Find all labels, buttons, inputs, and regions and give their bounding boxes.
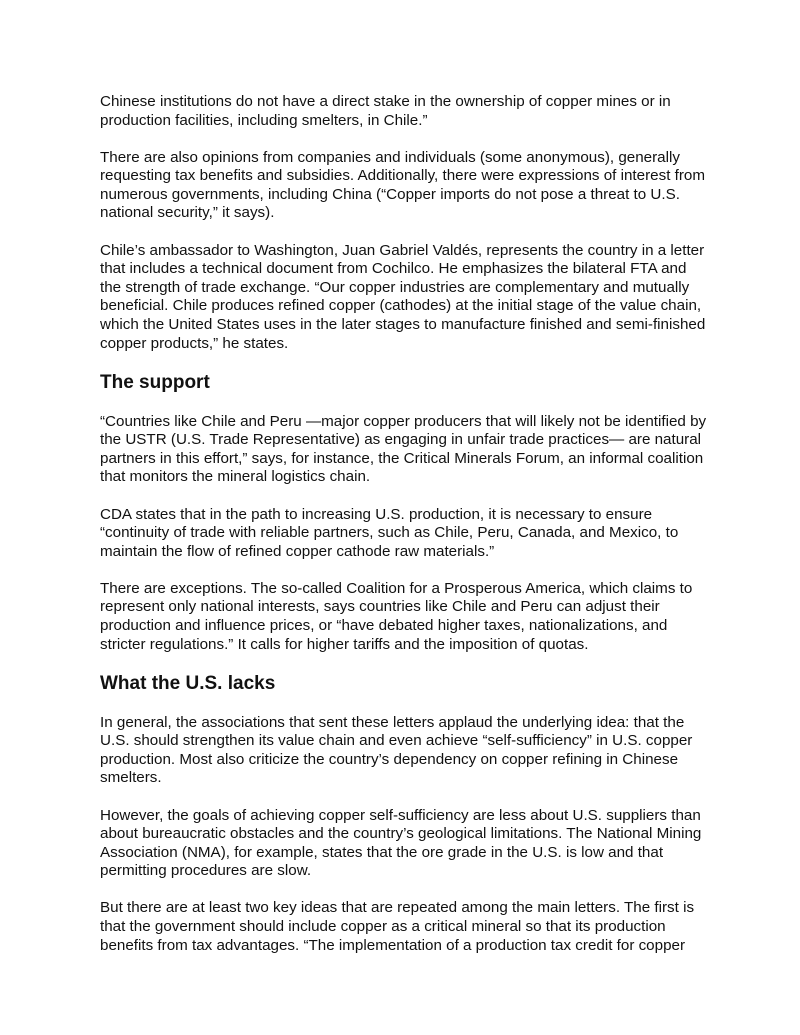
- section-heading-lacks: What the U.S. lacks: [100, 672, 276, 694]
- paragraph: “Countries like Chile and Peru —major copper producers that will likely not be identified by the USTR (U.S. Trade Representative) as engaging in unfair trade practices— are natural partners in this effort,” says, for instance, the Critical Minerals Forum, an informal coalition that monitors the mineral logistics chain.: [100, 412, 707, 486]
- section-heading-support: The support: [100, 371, 210, 393]
- paragraph: However, the goals of achieving copper self-sufficiency are less about U.S. suppliers than about bureaucratic obstacles and the country’s geological limitations. The National Mining Association (NMA), for example, states that the ore grade in the U.S. is low and that permitting procedures are slow.: [100, 806, 702, 880]
- paragraph: But there are at least two key ideas that are repeated among the main letters. The first is that the government should include copper as a critical mineral so that its production benefits from tax advantages. “The implementation of a production tax credit for copper: [100, 899, 695, 954]
- paragraph: Chinese institutions do not have a direct stake in the ownership of copper mines or in production facilities, including smelters, in Chile.”: [100, 93, 671, 129]
- paragraph: Chile’s ambassador to Washington, Juan Gabriel Valdés, represents the country in a letter that includes a technical document from Cochilco. He emphasizes the bilateral FTA and the strength of trade exchange. “Our copper industries are complementary and mutually beneficial. Chile produces refined copper (cathodes) at the initial stage of the value chain, which the United States uses in the later stages to manufacture finished and semi-finished copper products,” he states.: [100, 241, 706, 352]
- paragraph: CDA states that in the path to increasing U.S. production, it is necessary to ensure “continuity of trade with reliable partners, such as Chile, Peru, Canada, and Mexico, to maintain the flow of refined copper cathode raw materials.”: [100, 505, 679, 560]
- paragraph: In general, the associations that sent these letters applaud the underlying idea: that the U.S. should strengthen its value chain and even achieve “self-sufficiency” in U.S. copper production. Most also criticize the country’s dependency on copper refining in Chinese smelters.: [100, 713, 693, 787]
- paragraph: There are exceptions. The so-called Coalition for a Prosperous America, which claims to represent only national interests, says countries like Chile and Peru can adjust their production and influence prices, or “have debated higher taxes, nationalizations, and stricter regulations.” It calls for higher tariffs and the imposition of quotas.: [100, 579, 693, 653]
- paragraph: There are also opinions from companies and individuals (some anonymous), generally requesting tax benefits and subsidies. Additionally, there were expressions of interest from numerous governments, including China (“Copper imports do not pose a threat to U.S. national security,” it says).: [100, 148, 706, 222]
- document-page: [100, 93, 710, 974]
